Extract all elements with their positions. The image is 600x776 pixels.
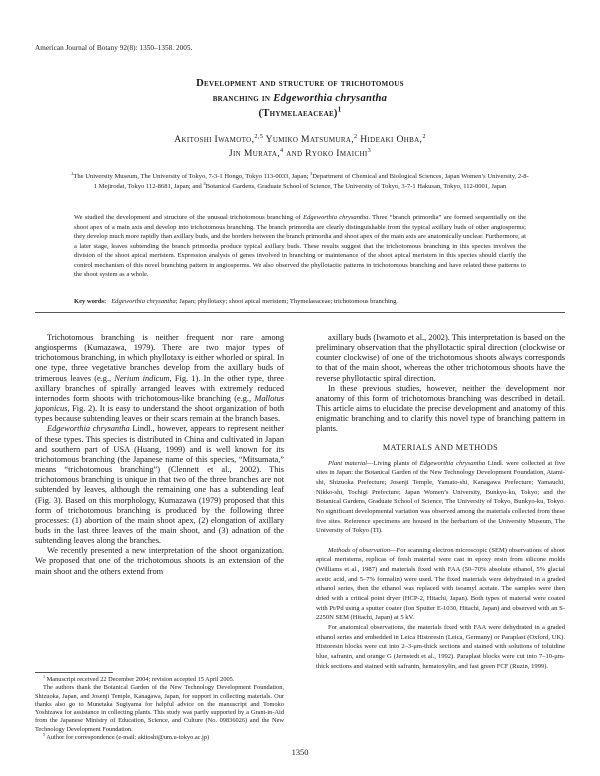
author-list [80, 133, 520, 160]
intro-paragraph-4: axillary buds (Iwamoto et al., 2002). This interpretation is based on the preliminary observation that the phyllotactic spiral direction (clockwise or counter clockwise) of one of the trichotomous shoots always corresponds to that of the main shoot, whereas the other trichotomous shoots have the reverse phyllotactic spiral direction. [316, 333, 565, 383]
intro-paragraph-2: Edgeworthia chrysantha Lindl., however, appears to represent neither of these types. This species is distributed in China and cultivated in Japan and southern part of USA (Huang, 1999) and is well known for its trichotomous branching (the Japanese name of this species, “Mitsumata,” means “trichotomous branching”) (Clennett et al., 2002). This trichotomous branching is unique in that two of the three branches are not subtended by leaves, although the remaining one has a subtending leaf (Fig. 3). Based on this morphology, Kumazawa (1979) proposed that this form of trichotomous branching is produced by the following three processes: (1) abortion of the main shoot apex, (2) elongation of axillary buds in the last three leaves of the main shoot, and (3) adnation of the subtending leaves along the branches. [35, 424, 284, 546]
header-divider [35, 312, 565, 313]
keywords: Key words: Edgeworthia chrysantha; Japan; phyllotaxy; shoot apical meristem; Thymelaeaceae; trichotomous branching. [74, 298, 398, 305]
author-line-1: Akitoshi Iwamoto,$^{2,5}$ Yumiko Matsumura,$^2$ Hideaki Ohba,$^2$ [174, 132, 426, 145]
footnote-1: $^1$ Manuscript received 22 December 2004; revision accepted 15 April 2005. [43, 673, 235, 683]
page-number: 1350 [291, 748, 309, 757]
affiliations: $^2$The University Museum, The University of Tokyo, 7-3-1 Hongo, Tokyo 113-0033, Japan; $^3$Department of Chemical and Biological Sciences, Japan Women’s University, 2-8-1 Mejirodai, Tokyo 112-8681, Japan; and $^4$Botanical Gardens, Graduate School of Science, The University of Tokyo, 3-7-1 Hakusan, Tokyo, 112-0001, Japan [71, 170, 529, 190]
author-line-2: Jin Murata,$^4$ and Ryoko Imaichi$^3$ [228, 146, 372, 159]
intro-paragraph-1: Trichotomous branching is neither frequent nor rare among angiosperms (Kumazawa, 1979). There are two major types of trichotomous branching, in which phyllotaxy is either whorled or spiral. In one type, three vegetative branches develop from the axillary buds of trimerous leaves (e.g., Nerium indicum, Fig. 1). In the other type, three axillary branches of spirally arranged leaves with extremely reduced internodes form shoots with trichotomous-like branching (e.g., Mallotus japonicus, Fig. 2). It is easy to understand the shoot organization of both types because subtending leaves or their scars remain at the branch bases. [35, 333, 284, 424]
plant-material-paragraph: Plant material—Living plants of Edgeworthia chrysantha Lindl. were collected at five sites in Japan: the Botanical Garden of the New Technology Development Foundation, Atami-shi, Shizuoka Prefecture; Josenji Temple, Yamato-shi, Kanagawa Prefecture; Yamauchi, Nikko-shi, Tochigi Prefecture; Japan Women’s University, Bunkyo-ku, Tokyo; and the Botanical Gardens, Graduate School of Science, The University of Tokyo, Bunkyo-ku, Tokyo. No significant developmental variation was observed among the materials collected from these five sites. Reference specimens are housed in the herbarium of the University Museum, The University of Tokyo (TI). [316, 459, 565, 535]
footnote-acknowledgements: The authors thank the Botanical Garden of the New Technology Development Foundation, Shizuoka, Japan, and Josenji Temple, Kanagawa, Japan, for support in collecting materials. Our thanks also go to Munetaka Sugiyama for helpful advice on the manuscript and Tomoko Yoshizawa for assistance in collecting plants. This study was partly supported by a Grant-in-Aid from the Japanese Ministry of Education, Science, and Culture (No. 09836026) and the New Technology Development Foundation. [35, 684, 284, 733]
title-line-1: Development and structure of trichotomous [196, 78, 404, 89]
observation-methods-paragraph: Methods of observation—For scanning electron microscopic (SEM) observations of shoot apical meristems, replicas of fresh material were cast in epoxy resin from silicone molds (Williams et al., 1987) and materials fixed with FAA (50–70% absolute ethanol, 5% glacial acetic acid, and 5–7% formalin) were used. The fixed materials were dehydrated in a graded ethanol series, then the ethanol was replaced with isoamyl acetate. The samples were then dried with a critical point dryer (HCP-2, Hitachi, Japan). Both types of material were coated with Pt/Pd using a sputter coater (Ion Sputter E-1030, Hitachi, Japan) and observed with an S-2250N SEM (Hitachi, Japan) at 5 kV. [316, 546, 565, 622]
intro-paragraph-5: In these previous studies, however, neither the development nor anatomy of this form of trichotomous branching was described in detail. This article aims to elucidate the precise development and anatomy of this enigmatic branching and to clarify this novel type of branching pattern in plants. [316, 383, 565, 434]
section-heading-methods: MATERIALS AND METHODS [382, 442, 499, 452]
title-species: Edgeworthia chrysantha [273, 93, 388, 104]
right-column [316, 333, 565, 671]
footnotes [35, 673, 284, 742]
title-line-2: branching in Edgeworthia chrysantha [212, 93, 388, 104]
left-column [35, 333, 284, 577]
abstract: We studied the development and structure of the unusual trichotomous branching of Edgeworthia chrysantha. Three “branch primordia” are formed sequentially on the shoot apex of a main axis and develop into trichotomous branching. The branch primordia are clearly distinguishable from the typical axillary buds of other angiosperms; they develop much more rapidly than axillary buds, and the borders between the branch primordia and shoot apex of the main axis are anatomically unclear. Furthermore, at a later stage, leaves subtending the branch primordia produce typical axillary buds. These results suggest that the trichotomous branching in this species involves the division of the shoot apical meristem. Expression analysis of genes involved in branching or maintenance of the shoot apical meristem in this species should clarify the control mechanism of this novel branching pattern in angiosperms. We also observed the phyllotactic patterns in trichotomous branching and have related these patterns to the shoot system as a whole. [74, 214, 526, 279]
article-title [80, 76, 520, 121]
intro-paragraph-3: We recently presented a new interpretation of the shoot organization. We proposed that one of the trichotomous shoots is an extension of the main shoot and the others extend from [35, 546, 284, 576]
journal-citation: American Journal of Botany 92(8): 1350–1358. 2005. [35, 44, 193, 52]
footnote-correspondence: $^5$ Author for correspondence (e-mail: akitoshi@um.u-tokyo.ac.jp) [43, 731, 210, 741]
anatomy-paragraph: For anatomical observations, the materials fixed with FAA were dehydrated in a graded ethanol series and embedded in Leica Historesin (Leica, Germany) or Paraplast (Oxford, UK). Historesin blocks were cut into 2–3-μm-thick sections and stained with solutions of toluidine blue, safranin, and orange G (Jernstedt et al., 1992). Paraplast blocks were cut into 7–10-μm-thick sections and stained with safranin, hematoxylin, and fast green FCF (Ruzin, 1999). [316, 624, 565, 670]
title-line-3: (Thymelaeaceae)$^1$ [258, 106, 342, 119]
footnote-divider [35, 672, 113, 673]
